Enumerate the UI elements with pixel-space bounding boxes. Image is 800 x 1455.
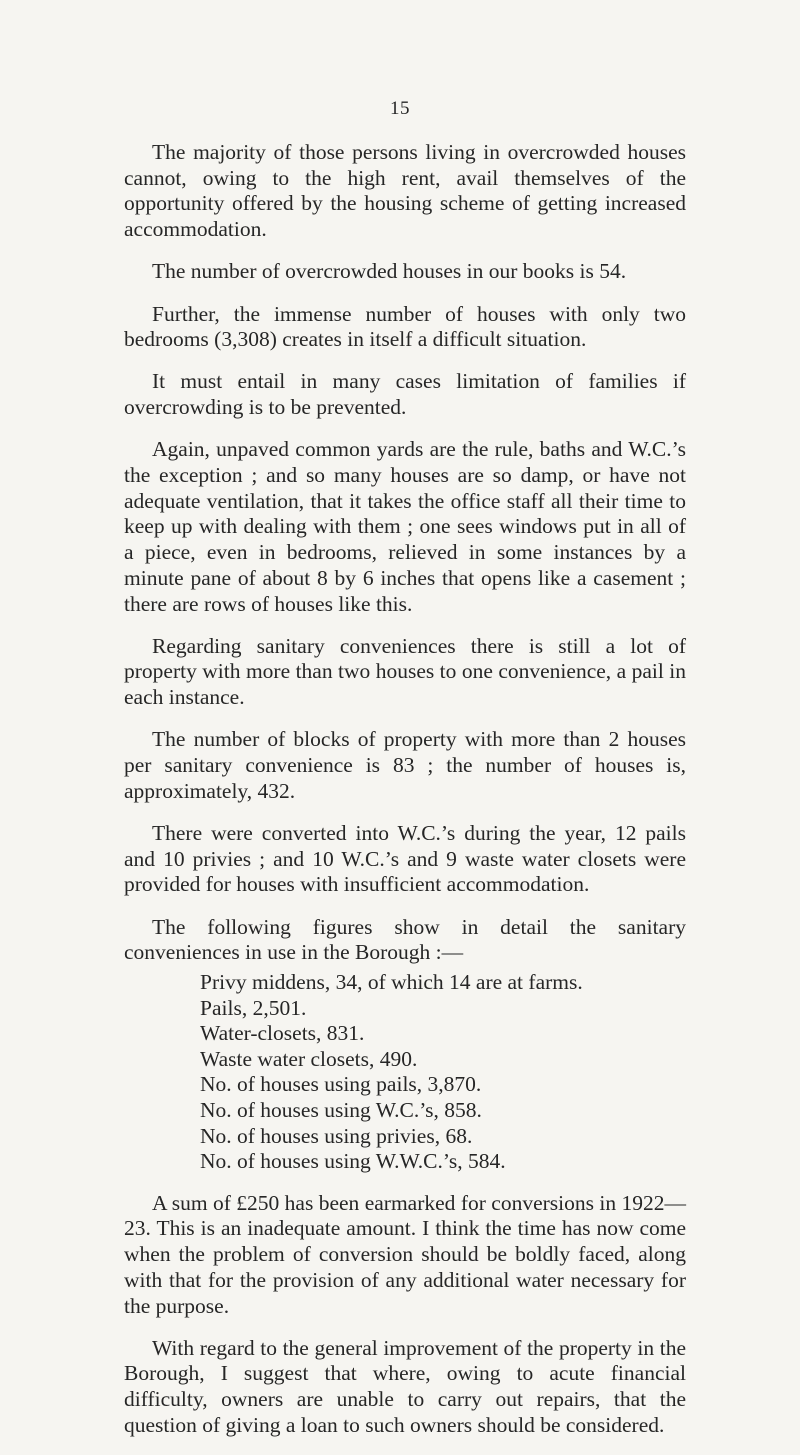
paragraph-limitation: It must entail in many cases limitation of families if overcrowding is to be prevented.	[124, 369, 686, 420]
list-item: No. of houses using W.C.’s, 858.	[200, 1097, 482, 1122]
sanitary-figures-list	[124, 970, 686, 1175]
list-item: Waste water closets, 490.	[200, 1046, 418, 1071]
list-item: No. of houses using pails, 3,870.	[200, 1072, 482, 1097]
paragraph-conversions: There were converted into W.C.’s during the year, 12 pails and 10 privies ; and 10 W.C.’s and 9 waste water closets were provided for houses with insufficient accommodation.	[124, 820, 686, 897]
list-item: No. of houses using privies, 68.	[200, 1123, 473, 1148]
list-item: Pails, 2,501.	[200, 995, 307, 1020]
paragraph-figures-intro: The following figures show in detail the sanitary conveniences in use in the Borough :—	[124, 914, 686, 965]
list-item: No. of houses using W.W.C.’s, 584.	[200, 1149, 506, 1174]
page-number: 15	[390, 98, 410, 119]
paragraph-blocks-of-property: The number of blocks of property with more than 2 houses per sanitary convenience is 83 ; the number of houses is, approximately, 432.	[124, 727, 686, 803]
paragraph-sanitary-conveniences: Regarding sanitary conveniences there is still a lot of property with more than two houses to one convenience, a pail in each instance.	[124, 633, 686, 710]
report-body	[124, 140, 686, 1455]
paragraph-loan-suggestion: With regard to the general improvement of the property in the Borough, I suggest that where, owing to acute financial difficulty, owners are unable to carry out repairs, that the question of giving a loan to such owners should be considered.	[124, 1335, 686, 1437]
paragraph-earmarked-sum: A sum of £250 has been earmarked for conversions in 1922—23. This is an inadequate amount. I think the time has now come when the problem of conversion should be boldly faced, along with that for the provision of any additional water necessary for the purpose.	[124, 1190, 686, 1318]
list-item: Privy middens, 34, of which 14 are at farms.	[200, 969, 583, 994]
paragraph-overcrowded-rent: The majority of those persons living in overcrowded houses cannot, owing to the high rent, avail themselves of the opportunity offered by the housing scheme of getting increased accommodation.	[124, 140, 686, 242]
paragraph-yards-damp: Again, unpaved common yards are the rule, baths and W.C.’s the exception ; and so many houses are so damp, or have not adequate ventilation, that it takes the office staff all their time to keep up with dealing with them ; one sees windows put in all of a piece, even in bedrooms, relieved in some instances by a minute pane of about 8 by 6 inches that opens like a casement ; there are rows of houses like this.	[124, 437, 686, 616]
paragraph-overcrowded-count: The number of overcrowded houses in our books is 54.	[152, 259, 627, 284]
list-item: Water-closets, 831.	[200, 1021, 365, 1046]
paragraph-two-bedrooms: Further, the immense number of houses with only two bedrooms (3,308) creates in itself a difficult situation.	[124, 301, 686, 352]
